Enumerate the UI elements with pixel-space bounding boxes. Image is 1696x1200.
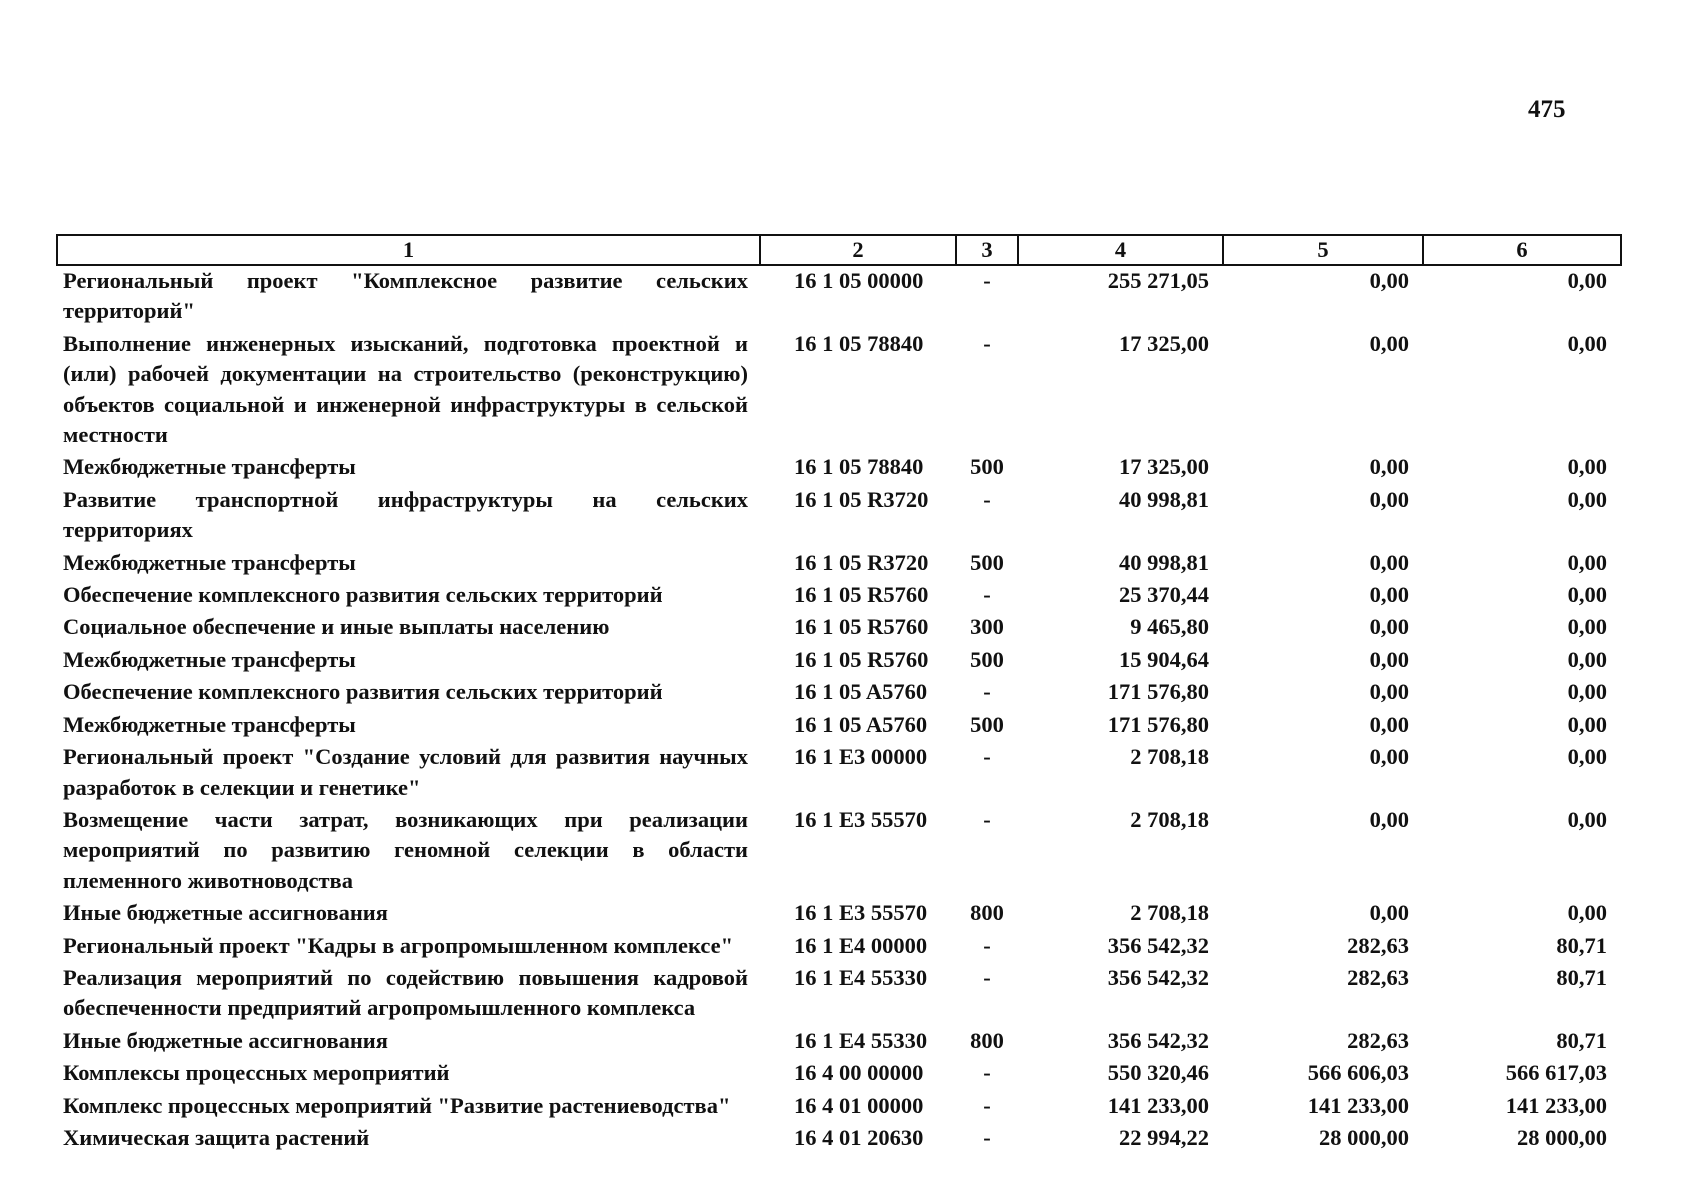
row-value-6: 0,00: [1567, 549, 1607, 575]
row-value-5: 566 606,03: [1307, 1060, 1409, 1086]
row-code: 16 1 05 R5760: [794, 646, 929, 672]
table-row: [57, 612, 1621, 644]
table-row: [57, 742, 1621, 805]
row-value-5: 282,63: [1347, 932, 1409, 958]
row-value-5: 141 233,00: [1307, 1092, 1409, 1118]
row-name: Обеспечение комплексного развития сельских территорий: [63, 679, 663, 705]
row-code: 16 1 05 R3720: [794, 486, 929, 512]
row-value-5: 28 000,00: [1319, 1124, 1409, 1150]
row-value-6: 28 000,00: [1517, 1124, 1607, 1150]
row-code: 16 1 05 A5760: [794, 679, 928, 705]
row-name: Химическая защита растений: [63, 1124, 370, 1150]
row-value-6: 0,00: [1567, 268, 1607, 293]
row-code: 16 1 05 00000: [794, 268, 924, 293]
row-code: 16 1 E4 55330: [794, 964, 928, 990]
row-value-5: 0,00: [1369, 679, 1409, 705]
row-value-6: 566 617,03: [1505, 1060, 1607, 1086]
row-expense-type: -: [983, 1060, 991, 1086]
page-number: 475: [1528, 96, 1566, 123]
table-body: [57, 265, 1621, 1155]
row-value-5: 0,00: [1369, 582, 1409, 608]
row-value-4: 40 998,81: [1119, 549, 1209, 575]
row-name: Возмещение части затрат, возникающих при реализации мероприятий по развитию геномной селекции в области племенного животноводства: [63, 806, 748, 893]
table-row: [57, 265, 1621, 329]
table-row: [57, 1058, 1621, 1090]
row-name: Комплексы процессных мероприятий: [63, 1060, 450, 1086]
row-name: Реализация мероприятий по содействию повышения кадровой обеспеченности предприятий агропромышленного комплекса: [63, 964, 748, 1021]
row-name: Межбюджетные трансферты: [63, 454, 356, 480]
row-expense-type: -: [983, 1092, 991, 1118]
table-row: [57, 805, 1621, 898]
row-code: 16 1 E3 55570: [794, 806, 928, 832]
row-name: Региональный проект "Комплексное развитие сельских территорий": [63, 268, 748, 324]
row-expense-type: -: [983, 268, 991, 293]
row-value-4: 2 708,18: [1130, 806, 1209, 832]
row-name: Обеспечение комплексного развития сельских территорий: [63, 582, 663, 608]
row-code: 16 1 E4 00000: [794, 932, 928, 958]
table-row: [57, 580, 1621, 612]
row-value-6: 0,00: [1567, 711, 1607, 737]
row-code: 16 4 00 00000: [794, 1060, 924, 1086]
column-header-2: 2: [760, 235, 956, 265]
header-row: [57, 235, 1621, 265]
row-name: Выполнение инженерных изысканий, подготовка проектной и (или) рабочей документации на строительство (реконструкцию) объектов социальной и инженерной инфраструктуры в сельской местности: [63, 330, 748, 448]
row-value-5: 0,00: [1369, 486, 1409, 512]
table-row: [57, 1123, 1621, 1155]
row-value-4: 9 465,80: [1130, 614, 1209, 640]
row-value-6: 80,71: [1556, 1027, 1607, 1053]
row-code: 16 1 05 78840: [794, 454, 924, 480]
row-value-6: 0,00: [1567, 900, 1607, 926]
row-expense-type: -: [983, 932, 991, 958]
row-expense-type: 500: [970, 454, 1004, 480]
row-value-6: 0,00: [1567, 614, 1607, 640]
row-value-4: 255 271,05: [1107, 268, 1209, 293]
row-code: 16 1 E4 55330: [794, 1027, 928, 1053]
row-value-4: 17 325,00: [1119, 454, 1209, 480]
row-value-5: 0,00: [1369, 646, 1409, 672]
row-name: Межбюджетные трансферты: [63, 646, 356, 672]
row-name: Иные бюджетные ассигнования: [63, 900, 388, 926]
table-row: [57, 963, 1621, 1026]
table-row: [57, 710, 1621, 742]
row-value-5: 282,63: [1347, 1027, 1409, 1053]
row-expense-type: 500: [970, 711, 1004, 737]
row-code: 16 1 05 R3720: [794, 549, 929, 575]
row-expense-type: -: [983, 582, 991, 608]
row-expense-type: -: [983, 744, 991, 770]
row-code: 16 1 05 R5760: [794, 614, 929, 640]
column-header-4: 4: [1018, 235, 1223, 265]
row-expense-type: 500: [970, 549, 1004, 575]
row-value-4: 17 325,00: [1119, 330, 1209, 356]
row-value-6: 0,00: [1567, 582, 1607, 608]
row-expense-type: -: [983, 1124, 991, 1150]
row-expense-type: 300: [970, 614, 1004, 640]
row-expense-type: -: [983, 486, 991, 512]
row-value-6: 0,00: [1567, 486, 1607, 512]
row-expense-type: 800: [970, 1027, 1004, 1053]
row-expense-type: 800: [970, 900, 1004, 926]
table-header: [57, 235, 1621, 265]
table-row: [57, 329, 1621, 453]
table-row: [57, 645, 1621, 677]
row-value-6: 0,00: [1567, 806, 1607, 832]
row-value-6: 80,71: [1556, 932, 1607, 958]
row-value-5: 0,00: [1369, 711, 1409, 737]
row-value-6: 0,00: [1567, 330, 1607, 356]
row-value-6: 0,00: [1567, 679, 1607, 705]
row-name: Иные бюджетные ассигнования: [63, 1027, 388, 1053]
row-value-4: 356 542,32: [1107, 932, 1209, 958]
row-value-4: 40 998,81: [1119, 486, 1209, 512]
row-code: 16 1 05 A5760: [794, 711, 928, 737]
row-value-4: 171 576,80: [1107, 711, 1209, 737]
table-row: [57, 485, 1621, 548]
column-header-1: 1: [57, 235, 760, 265]
row-code: 16 4 01 20630: [794, 1124, 924, 1150]
row-expense-type: -: [983, 806, 991, 832]
row-value-4: 141 233,00: [1107, 1092, 1209, 1118]
row-name: Социальное обеспечение и иные выплаты населению: [63, 614, 610, 640]
row-code: 16 1 E3 00000: [794, 744, 928, 770]
row-value-4: 171 576,80: [1107, 679, 1209, 705]
row-value-4: 550 320,46: [1107, 1060, 1209, 1086]
row-value-4: 356 542,32: [1107, 1027, 1209, 1053]
row-value-4: 25 370,44: [1119, 582, 1209, 608]
row-value-6: 0,00: [1567, 454, 1607, 480]
row-value-6: 0,00: [1567, 744, 1607, 770]
row-value-4: 2 708,18: [1130, 900, 1209, 926]
row-value-5: 0,00: [1369, 268, 1409, 293]
column-header-3: 3: [956, 235, 1018, 265]
row-value-6: 80,71: [1556, 964, 1607, 990]
row-name: Комплекс процессных мероприятий "Развитие растениеводства": [63, 1092, 731, 1118]
row-value-5: 0,00: [1369, 744, 1409, 770]
row-name: Региональный проект "Кадры в агропромышленном комплексе": [63, 932, 734, 958]
row-value-4: 22 994,22: [1119, 1124, 1209, 1150]
column-header-5: 5: [1223, 235, 1423, 265]
row-name: Региональный проект "Создание условий для развития научных разработок в селекции и генетике": [63, 744, 748, 800]
row-code: 16 1 E3 55570: [794, 900, 928, 926]
row-code: 16 4 01 00000: [794, 1092, 924, 1118]
row-expense-type: -: [983, 679, 991, 705]
row-value-4: 356 542,32: [1107, 964, 1209, 990]
row-value-5: 0,00: [1369, 454, 1409, 480]
table-row: [57, 677, 1621, 709]
table-row: [57, 1026, 1621, 1058]
row-value-5: 0,00: [1369, 549, 1409, 575]
row-expense-type: -: [983, 964, 991, 990]
row-code: 16 1 05 R5760: [794, 582, 929, 608]
row-value-6: 0,00: [1567, 646, 1607, 672]
row-value-5: 0,00: [1369, 900, 1409, 926]
row-value-5: 0,00: [1369, 806, 1409, 832]
row-value-5: 0,00: [1369, 614, 1409, 640]
row-name: Межбюджетные трансферты: [63, 711, 356, 737]
table-row: [57, 931, 1621, 963]
table-row: [57, 548, 1621, 580]
row-value-4: 15 904,64: [1119, 646, 1209, 672]
table-row: [57, 898, 1621, 930]
table-row: [57, 452, 1621, 484]
row-code: 16 1 05 78840: [794, 330, 924, 356]
budget-table: [56, 234, 1622, 1155]
row-value-5: 0,00: [1369, 330, 1409, 356]
table-row: [57, 1091, 1621, 1123]
row-value-5: 282,63: [1347, 964, 1409, 990]
row-name: Развитие транспортной инфраструктуры на сельских территориях: [63, 486, 748, 543]
row-value-4: 2 708,18: [1130, 744, 1209, 770]
row-name: Межбюджетные трансферты: [63, 549, 356, 575]
row-expense-type: 500: [970, 646, 1004, 672]
row-expense-type: -: [983, 330, 991, 356]
row-value-6: 141 233,00: [1505, 1092, 1607, 1118]
column-header-6: 6: [1423, 235, 1621, 265]
